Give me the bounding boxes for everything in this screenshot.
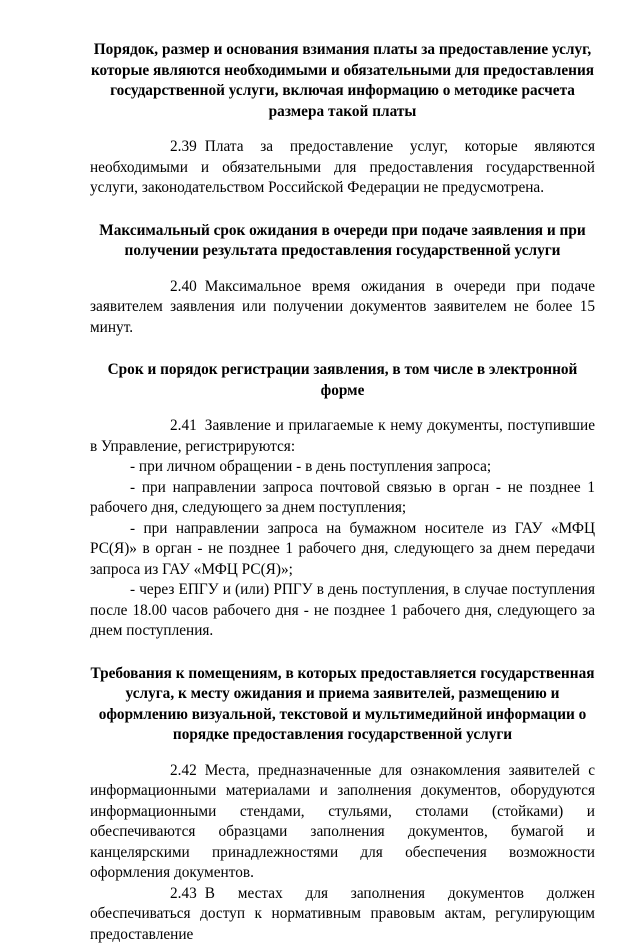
paragraph [90,277,595,339]
paragraph [90,137,595,199]
paragraph-number: 2.39 [130,137,197,158]
paragraph-number: 2.41 [130,416,197,437]
paragraph-number: 2.43 [130,884,197,905]
paragraph-text: В местах для заполнения документов должен обеспечиваться доступ к нормативным правовым актам, регулирующим предоставление [90,885,595,943]
list-item: - при направлении запроса на бумажном носителе из ГАУ «МФЦ РС(Я)» в орган - не позднее 1 рабочего дня, следующего за днем передачи запроса из ГАУ «МФЦ РС(Я)»; [90,519,595,581]
paragraph-text: Плата за предоставление услуг, которые являются необходимыми и обязательными для предоставления государственной услуги, законодательством Российской Федерации не предусмотрена. [90,138,595,196]
document-page [90,40,595,945]
paragraph [90,884,595,945]
paragraph-number: 2.42 [130,761,197,782]
paragraph-text: Места, предназначенные для ознакомления заявителей с информационными материалами и заполнения документов, оборудуются информационными стендами, стульями, столами (стойками) и обеспечиваются образцами заполнения документов, бумагой и канцелярскими принадлежностями для обеспечения возможности оформления документов. [90,762,595,882]
section-heading: Срок и порядок регистрации заявления, в том числе в электронной форме [90,360,595,401]
paragraph-number: 2.40 [130,277,197,298]
paragraph-text: Максимальное время ожидания в очереди при подаче заявителем заявления или получении документов заявителем не более 15 минут. [90,278,595,336]
section-heading: Требования к помещениям, в которых предоставляется государственная услуга, к месту ожидания и приема заявителей, размещению и оформлению визуальной, текстовой и мультимедийной информации о порядке предоставления государственной услуги [90,664,595,746]
list-item: - через ЕПГУ и (или) РПГУ в день поступления, в случае поступления после 18.00 часов рабочего дня - не позднее 1 рабочего дня, следующего за днем поступления. [90,580,595,642]
list-item: - при направлении запроса почтовой связью в орган - не позднее 1 рабочего дня, следующего за днем поступления; [90,478,595,519]
paragraph [90,416,595,457]
section-heading: Порядок, размер и основания взимания платы за предоставление услуг, которые являются необходимыми и обязательными для предоставления государственной услуги, включая информацию о методике расчета размера такой платы [90,40,595,122]
paragraph-text: Заявление и прилагаемые к нему документы, поступившие в Управление, регистрируются: [90,417,595,455]
paragraph [90,761,595,884]
list-item: - при личном обращении - в день поступления запроса; [90,457,595,478]
section-heading: Максимальный срок ожидания в очереди при подаче заявления и при получении результата предоставления государственной услуги [90,221,595,262]
